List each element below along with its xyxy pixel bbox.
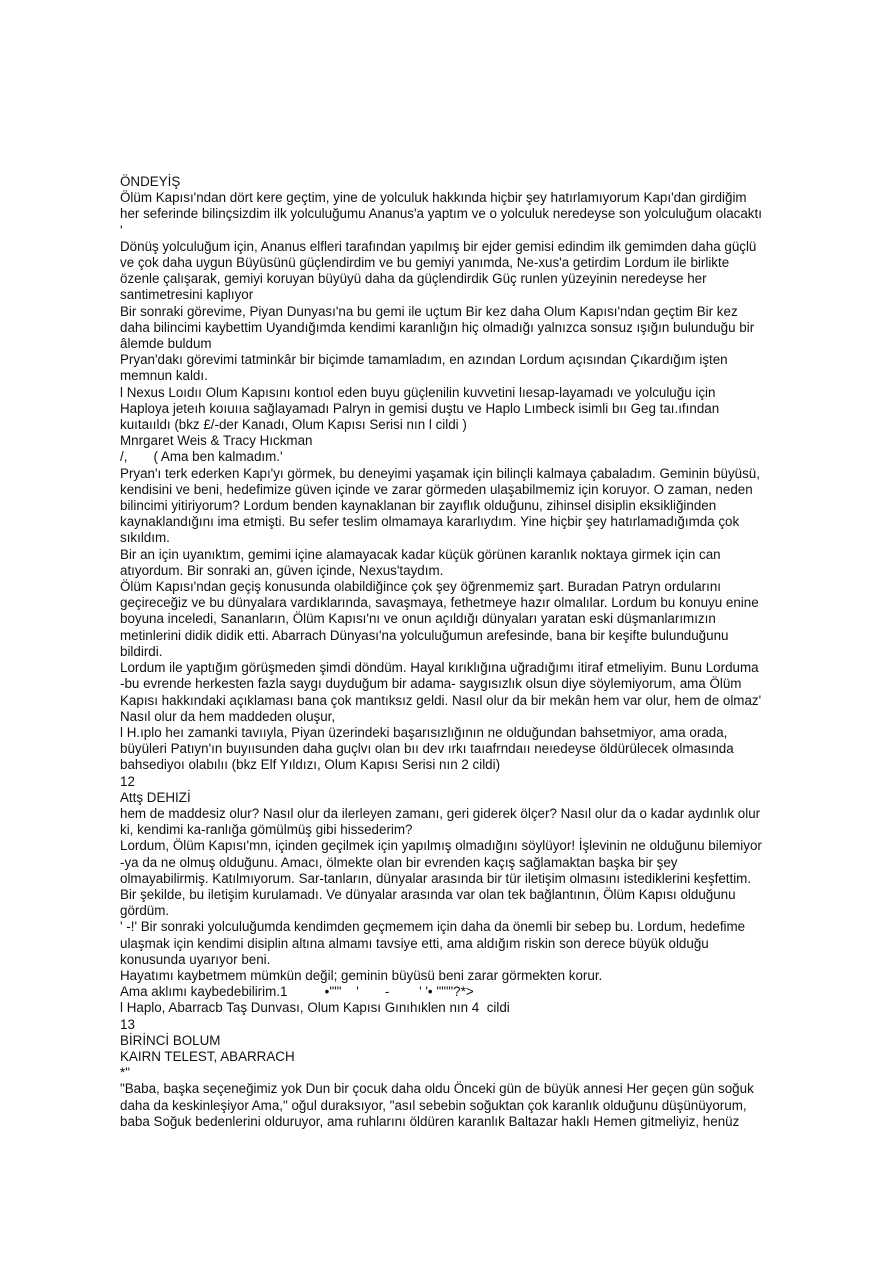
text-line: Dönüş yolculuğum için, Ananus elfleri tarafından yapılmış bir ejder gemisi edindim ilk gemimden daha güçlü [120,238,757,254]
text-line: ulaşmak için kendimi disiplin altına almamı tavsiye etti, ama aldığım riskin son derece büyük olduğu [120,935,709,951]
text-line: Mnrgaret Weis & Tracy Hıckman [120,433,313,449]
text-line: l H.ıplo heı zamanki tavııyla, Piyan üzerindeki başarısızlığının ne olduğundan bahsetmiyor, ama orada, [120,724,728,740]
text-line: kuıtaııldı (bkz £/-der Kanadı, Olum Kapısı Serisi nın l cildi ) [120,417,467,433]
text-line: özenle çalışarak, gemiyi koruyan büyüyü daha da güçlendirdik Güç runlen yüzeyinin neredeyse her [120,271,707,287]
text-line: atıyordum. Bir sonraki an, güven içinde, Nexus'taydım. [120,562,444,578]
text-line: Ama aklımı kaybedebilirim.1 •'"" ' - ' '• '"""?*> [120,984,474,1000]
text-line: Nasıl olur da hem maddeden oluşur, [120,708,336,724]
text-line: boyuna inceledi, Sananların, Ölüm Kapısı'nı ve onun açıldığı dünyaları yaratan eski düşmanlarımızın [120,611,716,627]
text-line: gördüm. [120,903,170,919]
text-line: 12 [120,773,135,789]
text-line: sıkıldım. [120,530,170,546]
text-line: Bir an için uyanıktım, gemimi içine alamayacak kadar küçük görünen karanlık noktaya girmek için can [120,546,721,562]
text-line: l Haplo, Abarracb Taş Dunvası, Olum Kapısı Gınıhıklen nın 4 cildi [120,1000,510,1016]
text-line: daha bilincimi kaybettim Uyandığımda kendimi karanlığın hiç olmadığı yalnızca sonsuz ışığın bulunduğu bir [120,319,755,335]
text-line: KAIRN TELEST, ABARRACH [120,1048,295,1064]
text-line: -bu evrende herkesten fazla saygı duyduğum bir adama- saygısızlık olsun diye söylemiyorum, ama Ölüm [120,676,742,692]
text-line: ve çok daha uygun Büyüsünü güçlendirdim ve bu gemiyi yanımda, Ne-xus'a getirdim Lordum ile birlikte [120,255,730,271]
text-line: Lordum ile yaptığım görüşmeden şimdi döndüm. Hayal kırıklığına uğradığımı itiraf etmeliyim. Bunu Lorduma [120,660,759,676]
text-line: her seferinde bilinçsizdim ilk yolculuğumu Ananus'a yaptım ve o yolculuk neredeyse son yolculuğum olacaktı [120,206,762,222]
text-line: kendisini ve beni, hedefimize güven içinde ve zarar görmeden ulaşabilmemiz için koruyor. O zaman, neden [120,481,753,497]
text-line: "Baba, başka seçeneğimiz yok Dun bir çocuk daha oldu Önceki gün de büyük annesi Her geçen gün soğuk [120,1081,754,1097]
text-line: -ya da ne olmuş olduğunu. Amacı, ölmekte olan bir evrenden kaçış sağlamaktan başka bir şey [120,854,678,870]
text-line: Pryan'ı terk ederken Kapı'yı görmek, bu deneyimi yaşamak için bilinçli kalmaya çabaladım. Geminin büyüsü, [120,465,760,481]
text-line: Kapısı hakkındaki açıklaması bana çok mantıksız geldi. Nasıl olur da bir mekân hem var olur, hem de olmaz' [120,692,762,708]
text-line: Attş DEHIZİ [120,789,191,805]
text-line: daha da keskinleşiyor Ama," oğul duraksıyor, "asıl sebebin soğuktan çok karanlık olduğunu düşünüyorum, [120,1097,747,1113]
text-line: konusunda uyarıyor beni. [120,951,271,967]
text-line: hem de maddesiz olur? Nasıl olur da ilerleyen zamanı, geri giderek ölçer? Nasıl olur da o kadar aydınlık olur [120,805,761,821]
text-line: santimetresini kaplıyor [120,287,254,303]
text-line: bildirdi. [120,643,163,659]
text-line: Ölüm Kapısı'ndan geçiş konusunda olabildiğince çok şey öğrenmemiz şart. Buradan Patryn ordularını [120,579,721,595]
text-line: Bir sonraki görevime, Piyan Dunyası'na bu gemi ile uçtum Bir kez daha Olum Kapısı'ndan geçtim Bir kez [120,303,738,319]
text-line: ' -!' Bir sonraki yolculuğumda kendimden geçmemem için daha da önemli bir sebep bu. Lordum, hedefime [120,919,746,935]
text-line: geçireceğiz ve bu dünyalara vardıklarında, savaşmaya, fethetmeye hazır olmalılar. Lordum bu konuyu enine [120,595,759,611]
text-line: metinlerini didik didik etti. Abarrach Dünyası'na yolculuğumun arefesinde, bana bir keşifte bulunduğunu [120,627,729,643]
text-line: Pryan'dakı görevimi tatminkâr bir biçimde tamamladım, en azından Lordum açısından Çıkardığım işten [120,352,728,368]
text-line: Haploya jeteıh koıuııa sağlayamadı Palryn in gemisi duştu ve Haplo Lımbeck isimli bıı Geg taı.ıfından [120,400,720,416]
text-line: Ölüm Kapısı'ndan dört kere geçtim, yine de yolculuk hakkında hiçbir şey hatırlamıyorum Kapı'dan girdiğim [120,190,747,206]
text-line: büyüleri Patıyn'ın buyıısunden daha guçlvı olan bıı dev ırkı taıafrndaıı neıedeyse öldürülecek olmasında [120,741,734,757]
text-line: l Nexus Loıdıı Olum Kapısını kontıol eden buyu güçlenilin kuvvetini lıesap-layamadı ve yolculuğu için [120,384,716,400]
text-line: olmayabilirmiş. Katılmıyorum. Sar-tanların, dünyalar arasında bir tür iletişim olmasını istediklerini keşfettim. [120,870,752,886]
text-line: âlemde buldum [120,336,212,352]
document-page [120,174,810,1130]
text-line: /, ( Ama ben kalmadım.' [120,449,283,465]
text-line: bilincimi yitiriyorum? Lordum benden kaynaklanan bir zayıflık olduğunu, zihinsel disiplin eksikliğinden [120,498,717,514]
text-line: ' [120,222,123,238]
text-line: ÖNDEYİŞ [120,174,181,189]
text-line: *" [120,1065,130,1081]
text-line: memnun kaldı. [120,368,208,384]
text-line: Lordum, Ölüm Kapısı'mn, içinden geçilmek için yapılmış olmadığını söylüyor! İşlevinin ne olduğunu bilemiyor [120,838,762,854]
text-line: Bir şekilde, bu iletişim kurulamadı. Ve dünyalar arasında var olan tek bağlantının, Ölüm Kapısı olduğunu [120,886,736,902]
text-line: Hayatımı kaybetmem mümkün değil; geminin büyüsü beni zarar görmekten korur. [120,967,603,983]
text-line: kaynaklandığını ima etmişti. Bu sefer teslim olmamaya kararlıydım. Yine hiçbir şey hatırlamadığımda çok [120,514,740,530]
text-line: BİRİNCİ BOLUM [120,1032,221,1048]
text-line: baba Soğuk bedenlerini olduruyor, ama ruhlarını öldüren karanlık Baltazar haklı Hemen gitmeliyiz, henüz [120,1113,740,1129]
text-line: ki, kendimi ka-ranlığa gömülmüş gibi hissederim? [120,822,413,838]
text-line: 13 [120,1016,135,1032]
text-line: bahsediyoı olabılıı (bkz Elf Yıldızı, Olum Kapısı Serisi nın 2 cildi) [120,757,501,773]
